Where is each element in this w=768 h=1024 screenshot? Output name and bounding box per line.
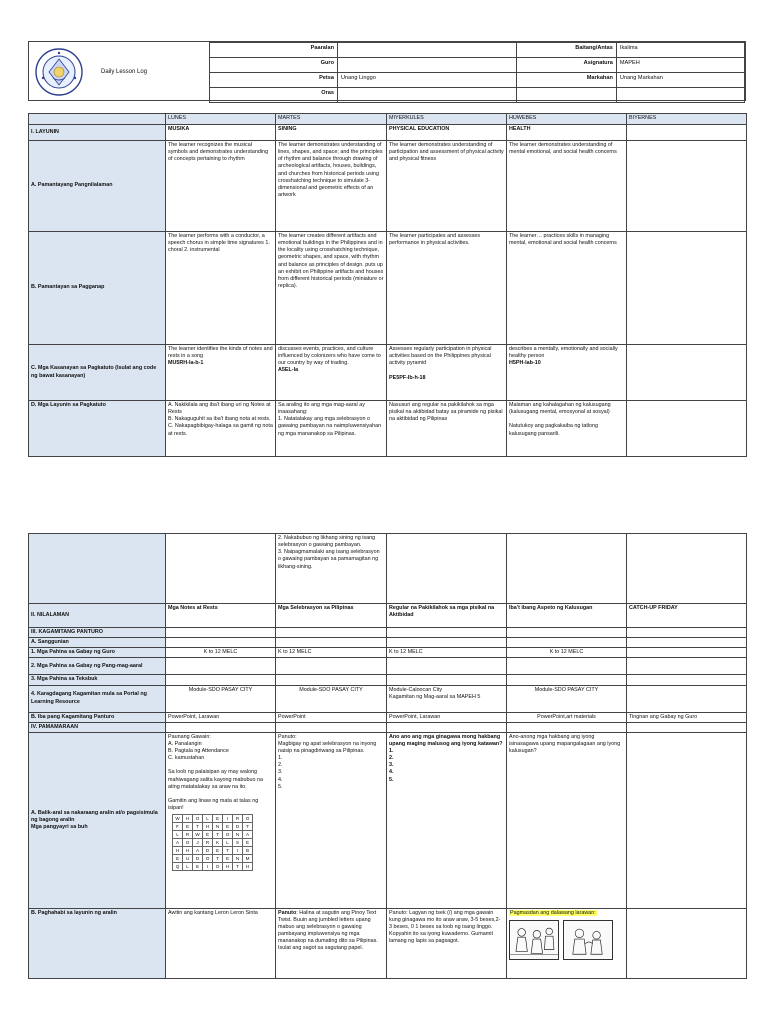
puzzle-row (173, 847, 253, 855)
lesson-table-page2 (28, 533, 747, 979)
paaralan-value (338, 43, 517, 58)
row-label: 3. Mga Pahina sa Teksbuk (29, 675, 166, 685)
empty-cell (627, 658, 747, 675)
table-cell (507, 908, 627, 978)
empty-cell (507, 658, 627, 675)
table-cell (627, 908, 747, 978)
puzzle-letter: T (213, 831, 223, 839)
empty-cell (29, 114, 166, 125)
markahan-value: Unang Markahan (616, 73, 744, 88)
school-info-table (209, 42, 517, 103)
empty-cell (166, 534, 276, 604)
word-puzzle-grid (172, 814, 253, 871)
puzzle-letter: E (213, 847, 223, 855)
puzzle-letter: R (183, 831, 193, 839)
table-cell: The learner… practices skills in managing mental, emotional and social health concerns (507, 232, 627, 345)
table-cell (627, 732, 747, 908)
row-label: 2. Mga Pahina sa Gabay ng Pang-mag-aaral (29, 658, 166, 675)
row-label: A. Balik-aral sa nakaraang aralin at/o pagsisimula ng bagong aralin Mga pangyayri sa buh (29, 732, 166, 908)
table-cell (627, 648, 747, 658)
row-label: III. KAGAMITANG PANTURO (29, 628, 166, 638)
panuto-label: Panuto (278, 909, 297, 916)
puzzle-letter: W (173, 815, 183, 823)
people-illustration-image (509, 920, 559, 960)
empty-cell (166, 658, 276, 675)
skill-text: discusses events, practices, and culture influenced by colonizers who have come to our country by way of trading. (278, 346, 381, 367)
subject-header: HEALTH (507, 125, 627, 141)
puzzle-row (173, 831, 253, 839)
puzzle-letter: E (213, 815, 223, 823)
puzzle-letter: N (213, 823, 223, 831)
day-header: BIYERNES (627, 114, 747, 125)
table-cell: Mga Notes at Rests (166, 604, 276, 628)
day-header: HUWEBES (507, 114, 627, 125)
puzzle-letter: T (243, 823, 253, 831)
row-label: II. NILALAMAN (29, 604, 166, 628)
puzzle-letter: S (233, 839, 243, 847)
empty-cell (627, 534, 747, 604)
puzzle-letter: F (173, 823, 183, 831)
deped-seal-icon (35, 48, 83, 96)
puzzle-letter: H (173, 847, 183, 855)
puzzle-letter: O (183, 839, 193, 847)
puzzle-letter: E (223, 855, 233, 863)
puzzle-letter: Q (173, 863, 183, 871)
panuto-text: : Halina at sagutin ang Pinoy Text Twist. Buuin ang jumbled letters upang mabuo ang selebrasyon o gawaing pambayang impluwensiya ng mga mananakop na dumating dito sa Pilipinas. Isulat ang sagot sa sagutang papel. (278, 909, 378, 952)
puzzle-letter: D (203, 847, 213, 855)
highlight-instruction: Pagmasdan ang dalawang larawan: (510, 909, 596, 916)
empty-cell (166, 638, 276, 648)
empty-cell (627, 722, 747, 732)
row-label: IV. PAMAMARAAN (29, 722, 166, 732)
puzzle-letter: B (243, 847, 253, 855)
table-cell: PowerPoint,art materials (507, 712, 627, 722)
markahan-label: Markahan (517, 73, 617, 88)
puzzle-letter: H (183, 815, 193, 823)
puzzle-letter: R (233, 815, 243, 823)
row-label: B. Paghahabi sa layunin ng aralin (29, 908, 166, 978)
puzzle-letter: D (193, 855, 203, 863)
skill-code: PE5PF-Ib-h-18 (389, 375, 426, 382)
table-cell (387, 732, 507, 908)
table-cell: Module-SDO PASAY CITY (276, 685, 387, 712)
empty-cell (627, 628, 747, 638)
puzzle-letter: O (243, 815, 253, 823)
empty-cell (507, 638, 627, 648)
illustration-row (509, 920, 624, 960)
table-cell: 2. Nakabubuo ng likhang sining ng isang selebrasyon o gawaing pambayan. 3. Naipagmamalaki ang isang selebrasyon o gawaing pambayan sa pamamagitan ng likhang-sining. (276, 534, 387, 604)
puzzle-letter: L (183, 863, 193, 871)
empty-cell (276, 628, 387, 638)
dll-title: Daily Lesson Log (101, 69, 148, 75)
puzzle-letter: U (183, 855, 193, 863)
header-block (28, 41, 746, 101)
table-cell (627, 232, 747, 345)
table-cell (276, 908, 387, 978)
skill-code: MU5RH-Ia-b-1 (168, 360, 204, 367)
table-cell: Panuto: Magbigay ng apat selebrasyon na inyong naisip na pinagdiriwang sa Pilipinas. 1. 2. 3. 4. 5. (276, 732, 387, 908)
puzzle-letter: N (233, 855, 243, 863)
puzzle-letter: I (223, 815, 233, 823)
table-cell: PowerPoint, Larawan (387, 712, 507, 722)
puzzle-letter: R (203, 839, 213, 847)
table-cell (387, 345, 507, 401)
table-cell: Awitin ang kantang Leron Leron Sinta (166, 908, 276, 978)
activity-question: Ano ano ang mga ginagawa mong hakbang upang maging malusog ang iyong katawan? (389, 733, 503, 747)
puzzle-letter: H (223, 863, 233, 871)
table-cell (627, 401, 747, 457)
puzzle-letter: N (233, 831, 243, 839)
answer-list: 1. 2. 3. 4. 5. (389, 748, 394, 783)
table-cell: Mga Selebrasyon sa Pilipinas (276, 604, 387, 628)
puzzle-letter: E (243, 839, 253, 847)
table-cell (627, 345, 747, 401)
table-cell: Module-Caloocan City Kagamitan ng Mag-aaral sa MAPEH 5 (387, 685, 507, 712)
people-illustration-image (563, 920, 613, 960)
puzzle-letter: M (243, 855, 253, 863)
table-cell: K to 12 MELC (507, 648, 627, 658)
puzzle-letter: T (233, 863, 243, 871)
empty-cell (276, 722, 387, 732)
table-cell: The learner recognizes the musical symbols and demonstrates understanding of concepts pertaining to rhythm (166, 141, 276, 232)
puzzle-letter: I (233, 847, 243, 855)
puzzle-letter: H (183, 847, 193, 855)
class-info-table (516, 42, 745, 103)
puzzle-letter: O (213, 863, 223, 871)
table-cell (627, 685, 747, 712)
empty-cell (627, 638, 747, 648)
empty-cell (166, 628, 276, 638)
table-cell (627, 141, 747, 232)
puzzle-letter: T (213, 855, 223, 863)
day-header: MARTES (276, 114, 387, 125)
table-cell: PowerPoint, Larawan (166, 712, 276, 722)
empty-cell (627, 675, 747, 685)
empty-cell (387, 534, 507, 604)
oras-value (338, 88, 517, 103)
baitang-label: Baitang/Antas (517, 43, 617, 58)
puzzle-letter: L (173, 831, 183, 839)
subject-header (627, 125, 747, 141)
table-cell: A. Nakikilala ang iba't ibang uri ng Notes at Rests B. Nakaguguhit sa iba't ibang nota at rests. C. Nakapagbibigay-halaga sa gamit ng nota at rests. (166, 401, 276, 457)
empty-cell (276, 658, 387, 675)
puzzle-row (173, 823, 253, 831)
row-label: A. Pamantayang Pangnilalaman (29, 141, 166, 232)
table-cell: Tingnan ang Gabay ng Guro (627, 712, 747, 722)
empty-cell (507, 628, 627, 638)
puzzle-letter: I (203, 863, 213, 871)
skill-text: Assesses regularly participation in physical activities based on the Philippines physical activity pyramid (389, 346, 492, 367)
table-cell: Module-SDO PASAY CITY (507, 685, 627, 712)
row-label: D. Mga Layunin sa Pagkatuto (29, 401, 166, 457)
puzzle-letter: H (203, 823, 213, 831)
empty-cell (387, 638, 507, 648)
skill-code: H5PH-Iab-10 (509, 360, 541, 367)
empty-cell (166, 675, 276, 685)
table-cell: PowerPoint (276, 712, 387, 722)
puzzle-letter: O (223, 831, 233, 839)
row-label: 4. Karagdagang Kagamitan mula sa Portal ng Learning Resource (29, 685, 166, 712)
puzzle-letter: L (223, 839, 233, 847)
puzzle-letter: O (193, 815, 203, 823)
table-cell (507, 345, 627, 401)
empty-cell (387, 658, 507, 675)
puzzle-row (173, 815, 253, 823)
skill-text: The learner identifies the kinds of notes and rests in a song (168, 346, 273, 360)
table-cell (276, 345, 387, 401)
table-cell: The learner creates different artifacts and emotional buildings in the Philippines and in the locality using crosshatching technique, geometric shapes, and space, with rhythm and balance as principles of design. puts up an exhibit on Philippine artifacts and houses from different historical periods (miniature or replica). (276, 232, 387, 345)
puzzle-letter: E (183, 823, 193, 831)
empty-cell (507, 675, 627, 685)
table-cell: The learner performs with a conductor, a speech chorus in simple time signatures 1. choral 2. instrumental (166, 232, 276, 345)
puzzle-row (173, 863, 253, 871)
empty-cell (517, 88, 617, 103)
puzzle-letter: A (173, 839, 183, 847)
guro-label: Guro (210, 58, 338, 73)
puzzle-letter: J (193, 839, 203, 847)
empty-cell (387, 722, 507, 732)
puzzle-letter: W (193, 831, 203, 839)
empty-cell (616, 88, 744, 103)
puzzle-letter: O (203, 855, 213, 863)
petsa-label: Petsa (210, 73, 338, 88)
puzzle-row (173, 855, 253, 863)
empty-cell (166, 722, 276, 732)
layunin-label: I. LAYUNIN (29, 125, 166, 141)
puzzle-letter: E (173, 855, 183, 863)
row-label: C. Mga Kasanayan sa Pagkatuto (Isulat ang code ng bawat kasanayan) (29, 345, 166, 401)
empty-cell (29, 534, 166, 604)
baitang-value: Ikalima (616, 43, 744, 58)
asignatura-label: Asignatura (517, 58, 617, 73)
puzzle-letter: L (203, 815, 213, 823)
day-header: MIYERKULES (387, 114, 507, 125)
table-cell: Panuto: Lagyan ng tsek (/) ang mga gawain kung ginagawa mo ito araw araw, 3-5 beses,2- 3 beses, 0 1 beses sa loob ng isang linggo. Kopyahin ito sa iyong kuwaderno. Gumamit lamang ng lapis sa pagsagot. (387, 908, 507, 978)
puzzle-letter: T (223, 847, 233, 855)
row-label: B. Pamantayan sa Pagganap (29, 232, 166, 345)
puzzle-letter: T (193, 823, 203, 831)
table-cell: The learner demonstrates understanding of participation and assessment of physical activity and physical fitness (387, 141, 507, 232)
table-cell: CATCH-UP FRIDAY (627, 604, 747, 628)
table-cell: Ano-anong mga hakbang ang iyong isinasagawa upang mapangalagaan ang iyong kalusugan? (507, 732, 627, 908)
empty-cell (276, 638, 387, 648)
empty-cell (507, 722, 627, 732)
lesson-table-page1 (28, 113, 747, 457)
guro-value (338, 58, 517, 73)
table-cell: The learner demonstrates understanding of mental emotional, and social health concerns (507, 141, 627, 232)
puzzle-letter: E (223, 823, 233, 831)
subject-header: PHYSICAL EDUCATION (387, 125, 507, 141)
puzzle-letter: D (233, 823, 243, 831)
asignatura-value: MAPEH (616, 58, 744, 73)
table-cell: Module-SDO PASAY CITY (166, 685, 276, 712)
table-cell: Nasusuri ang regular na pakikilahok sa mga pisikal na aktibidad batay sa piramide ng pisikal na aktibidad ng Pilipinas (387, 401, 507, 457)
puzzle-letter: E (203, 831, 213, 839)
row-label: A. Sanggunian (29, 638, 166, 648)
empty-cell (387, 628, 507, 638)
table-cell: The learner participates and assesses performance in physical activities. (387, 232, 507, 345)
table-cell (166, 345, 276, 401)
table-cell: K to 12 MELC (276, 648, 387, 658)
subject-header: MUSIKA (166, 125, 276, 141)
row-label: 1. Mga Pahina sa Gabay ng Guro (29, 648, 166, 658)
empty-cell (507, 534, 627, 604)
skill-code: A5EL-Ia (278, 367, 299, 374)
empty-cell (276, 675, 387, 685)
puzzle-letter: E (193, 863, 203, 871)
skill-text: describes a mentally, emotionally and socially healthy person (509, 346, 618, 360)
activity-text: Paunang Gawain: A. Panalangin B. Pagtala ng Attendance C. kamustahan Sa loob ng palaisipan ay may walong mahiwagang salita kayong mabubuo na ating matatalakay sa araw na ito. Gamitin ang linaw ng mata at talas ng isipan! (168, 733, 263, 811)
puzzle-row (173, 839, 253, 847)
paaralan-label: Paaralan (210, 43, 338, 58)
table-cell: Iba't ibang Aspeto ng Kalusugan (507, 604, 627, 628)
empty-cell (387, 675, 507, 685)
puzzle-letter: K (213, 839, 223, 847)
oras-label: Oras (210, 88, 338, 103)
puzzle-letter: A (193, 847, 203, 855)
puzzle-letter: A (243, 831, 253, 839)
petsa-value: Unang Linggo (338, 73, 517, 88)
table-cell: The learner demonstrates understanding of lines, shapes, and space; and the principles of rhythm and balance through drawing of archeological artifacts, houses, buildings, and churches from historical periods using crosshatching technique to simulate 3- dimensional and geometric effects of an artwork (276, 141, 387, 232)
puzzle-letter: H (243, 863, 253, 871)
table-cell: K to 12 MELC (387, 648, 507, 658)
table-cell (166, 732, 276, 908)
table-cell: Sa araling ito ang mga mag-aaral ay inaasahang: 1. Natatalakay ang mga selebrasyon o gawaing pambayan na naimpluwensiyahan ng mga mananakop sa Pilipinas. (276, 401, 387, 457)
table-cell: K to 12 MELC (166, 648, 276, 658)
table-cell: Malaman ang kahalagahan ng kalusugang (kalusugang mental, emosyonal at sosyal) Natutukoy ang pagkakaiba ng tatlong kalusugang pansarili. (507, 401, 627, 457)
row-label: B. Iba pang Kagamitang Panturo (29, 712, 166, 722)
day-header: LUNES (166, 114, 276, 125)
table-cell: Regular na Pakikilahok sa mga pisikal na Aktibidad (387, 604, 507, 628)
header-logo-area (29, 42, 209, 102)
subject-header: SINING (276, 125, 387, 141)
